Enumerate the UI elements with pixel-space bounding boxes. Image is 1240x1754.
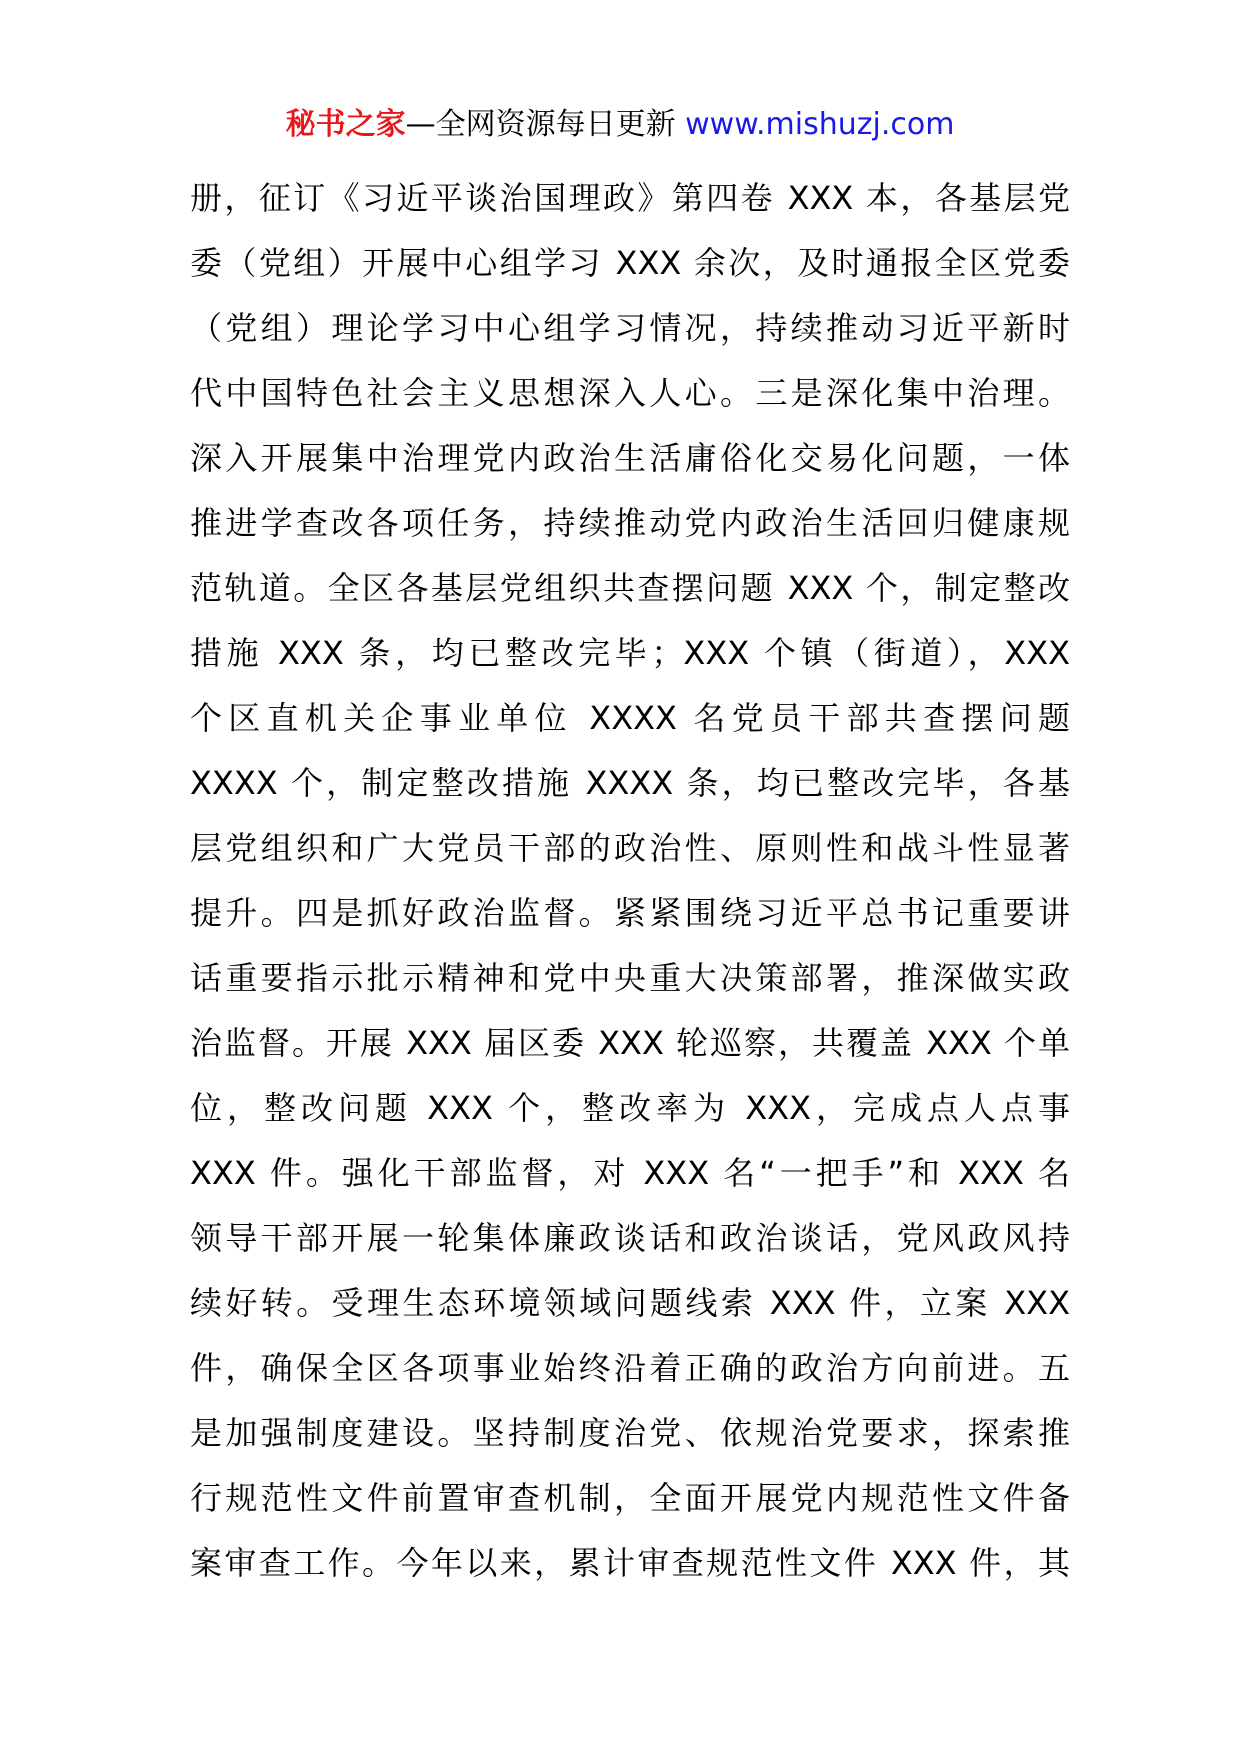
body-line: 位，整改问题 XXX 个，整改率为 XXX，完成点人点事 (190, 1089, 1070, 1127)
document-body (190, 166, 1070, 1596)
body-line: （党组）理论学习中心组学习情况，持续推动习近平新时 (190, 309, 1070, 347)
body-line: 个区直机关企事业单位 XXXX 名党员干部共查摆问题 (190, 699, 1070, 737)
body-line: 领导干部开展一轮集体廉政谈话和政治谈话，党风政风持 (190, 1219, 1070, 1257)
body-line: XXXX 个，制定整改措施 XXXX 条，均已整改完毕，各基 (190, 764, 1070, 802)
body-line: 话重要指示批示精神和党中央重大决策部署，推深做实政 (190, 959, 1070, 997)
body-line: 提升。四是抓好政治监督。紧紧围绕习近平总书记重要讲 (190, 894, 1070, 932)
body-line: 案审查工作。今年以来，累计审查规范性文件 XXX 件，其 (190, 1544, 1070, 1582)
body-line: 措施 XXX 条，均已整改完毕；XXX 个镇（街道），XXX (190, 634, 1070, 672)
body-line: 续好转。受理生态环境领域问题线索 XXX 件，立案 XXX (190, 1284, 1070, 1322)
body-line: 推进学查改各项任务，持续推动党内政治生活回归健康规 (190, 504, 1070, 542)
body-line: 件，确保全区各项事业始终沿着正确的政治方向前进。五 (190, 1349, 1070, 1387)
page-header (0, 95, 1240, 155)
body-line: 委（党组）开展中心组学习 XXX 余次，及时通报全区党委 (190, 244, 1070, 282)
body-line: 范轨道。全区各基层党组织共查摆问题 XXX 个，制定整改 (190, 569, 1070, 607)
body-line: 层党组织和广大党员干部的政治性、原则性和战斗性显著 (190, 829, 1070, 867)
header-brand: 秘书之家 (285, 107, 406, 142)
body-line: 册，征订《习近平谈治国理政》第四卷 XXX 本，各基层党 (190, 179, 1070, 217)
header-url[interactable]: www.mishuzj.com (685, 107, 955, 142)
body-line: 代中国特色社会主义思想深入人心。三是深化集中治理。 (190, 374, 1070, 412)
body-line: 行规范性文件前置审查机制，全面开展党内规范性文件备 (190, 1479, 1070, 1517)
header-tagline: —全网资源每日更新 (405, 107, 686, 142)
body-line: 是加强制度建设。坚持制度治党、依规治党要求，探索推 (190, 1414, 1070, 1452)
body-line: 深入开展集中治理党内政治生活庸俗化交易化问题，一体 (190, 439, 1070, 477)
body-line: XXX 件。强化干部监督，对 XXX 名“一把手”和 XXX 名 (190, 1154, 1070, 1192)
body-line: 治监督。开展 XXX 届区委 XXX 轮巡察，共覆盖 XXX 个单 (190, 1024, 1070, 1062)
